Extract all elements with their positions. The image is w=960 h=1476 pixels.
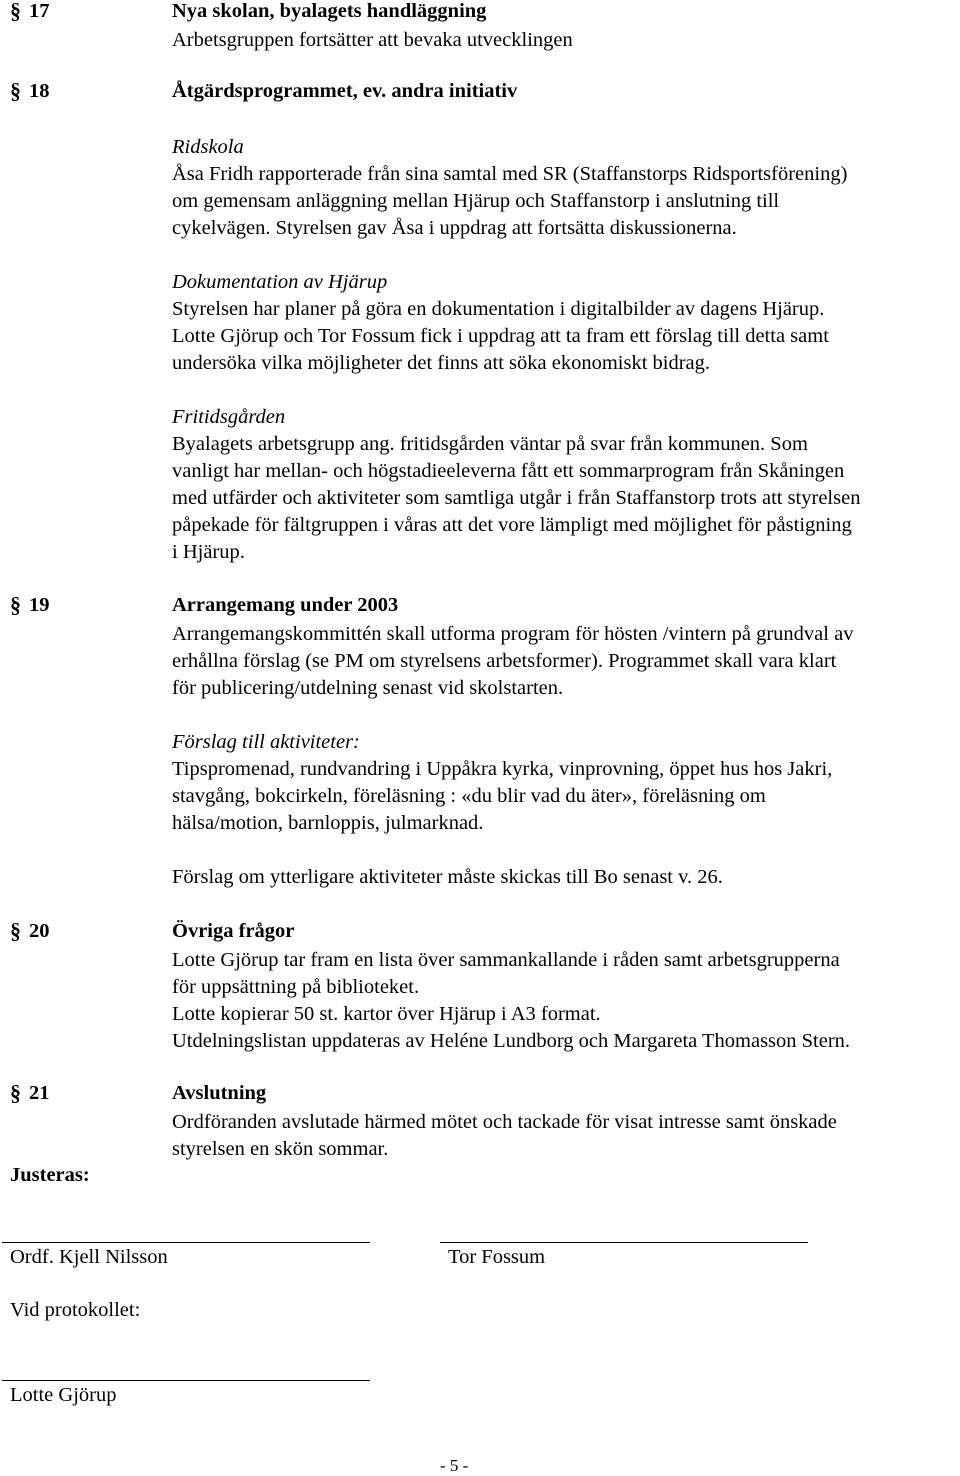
body-line: undersöka vilka möjligheter det finns att söka ekonomiskt bidrag. [172, 352, 711, 374]
item-number: 18 [29, 80, 50, 102]
signature-name-secretary: Lotte Gjörup [10, 1384, 117, 1406]
subheading-aktiviteter: Förslag till aktiviteter: [172, 731, 360, 753]
agenda-item-18 [10, 80, 955, 566]
body-line: Tipspromenad, rundvandring i Uppåkra kyrka, vinprovning, öppet hus hos Jakri, [172, 758, 833, 780]
body-line: Ordföranden avslutade härmed mötet och tackade för visat intresse samt önskade [172, 1111, 837, 1133]
item-header [10, 920, 955, 947]
section-mark: § [10, 592, 21, 617]
body-line: med utfärder och aktiviteter som samtliga utgår i från Staffanstorp trots att styrelsen [172, 487, 861, 509]
body-line: Lotte kopierar 50 st. kartor över Hjärup i A3 format. [172, 1003, 601, 1025]
item-body [172, 27, 955, 54]
section-mark: § [10, 918, 21, 943]
item-number: 17 [29, 0, 50, 22]
body-line: styrelsen en skön sommar. [172, 1138, 389, 1160]
signature-name-adjuster: Tor Fossum [448, 1246, 546, 1268]
body-line: Lotte Gjörup tar fram en lista över sammankallande i råden samt arbetsgrupperna [172, 949, 840, 971]
section-mark: § [10, 0, 21, 23]
body-line: Styrelsen har planer på göra en dokumentation i digitalbilder av dagens Hjärup. [172, 298, 825, 320]
agenda-item-19 [10, 594, 955, 891]
body-line: om gemensam anläggning mellan Hjärup och Staffanstorp i anslutning till [172, 190, 780, 212]
signature-line-secretary [2, 1380, 370, 1381]
item-number: 19 [29, 594, 50, 616]
body-line: Byalagets arbetsgrupp ang. fritidsgården väntar på svar från kommunen. Som [172, 433, 808, 455]
item-header [10, 1082, 955, 1109]
item-header [10, 594, 955, 621]
item-body [172, 107, 955, 566]
body-line: stavgång, bokcirkeln, föreläsning : «du blir vad du äter», föreläsning om [172, 785, 766, 807]
body-line: för publicering/utdelning senast vid skolstarten. [172, 677, 564, 699]
body-line: Förslag om ytterligare aktiviteter måste skickas till Bo senast v. 26. [172, 866, 723, 888]
body-line: påpekade för fältgruppen i våras att det vore lämpligt med möjlighet för påstigning [172, 514, 852, 536]
item-title: Åtgärdsprogrammet, ev. andra initiativ [172, 80, 518, 102]
justeras-label: Justeras: [10, 1164, 90, 1186]
body-line: Arrangemangskommittén skall utforma program för hösten /vintern på grundval av [172, 623, 854, 645]
item-number: 20 [29, 920, 50, 942]
signature-line-adjuster [440, 1242, 808, 1243]
item-title: Arrangemang under 2003 [172, 594, 399, 616]
body-line: erhållna förslag (se PM om styrelsens arbetsformer). Programmet skall vara klart [172, 650, 837, 672]
item-title: Nya skolan, byalagets handläggning [172, 0, 487, 22]
body-line: cykelvägen. Styrelsen gav Åsa i uppdrag att fortsätta diskussionerna. [172, 217, 737, 239]
item-header [10, 80, 955, 107]
item-number: 21 [29, 1082, 50, 1104]
subheading-fritidsgarden: Fritidsgården [172, 406, 286, 428]
body-line: hälsa/motion, barnloppis, julmarknad. [172, 812, 484, 834]
agenda-item-20 [10, 920, 955, 1055]
agenda-item-17 [10, 0, 955, 54]
protocol-label: Vid protokollet: [10, 1299, 141, 1321]
item-body [172, 621, 955, 891]
subheading-ridskola: Ridskola [172, 136, 244, 158]
subheading-dokumentation: Dokumentation av Hjärup [172, 271, 388, 293]
body-line: Lotte Gjörup och Tor Fossum fick i uppdrag att ta fram ett förslag till detta samt [172, 325, 829, 347]
signature-line-chair [2, 1242, 370, 1243]
body-line: Utdelningslistan uppdateras av Heléne Lundborg och Margareta Thomasson Stern. [172, 1030, 851, 1052]
section-mark: § [10, 78, 21, 103]
page-number: - 5 - [440, 1456, 469, 1475]
body-line: i Hjärup. [172, 541, 245, 563]
item-body [172, 1109, 955, 1163]
section-mark: § [10, 1080, 21, 1105]
agenda-item-21 [10, 1082, 955, 1163]
body-line: Åsa Fridh rapporterade från sina samtal med SR (Staffanstorps Ridsportsförening) [172, 163, 848, 185]
item-body [172, 947, 955, 1055]
signature-name-chair: Ordf. Kjell Nilsson [10, 1246, 168, 1268]
body-line: Arbetsgruppen fortsätter att bevaka utvecklingen [172, 29, 573, 51]
item-title: Övriga frågor [172, 920, 295, 942]
body-line: vanligt har mellan- och högstadieeleverna fått ett sommarprogram från Skåningen [172, 460, 845, 482]
body-line: för uppsättning på biblioteket. [172, 976, 420, 998]
item-title: Avslutning [172, 1082, 267, 1104]
item-header [10, 0, 955, 27]
